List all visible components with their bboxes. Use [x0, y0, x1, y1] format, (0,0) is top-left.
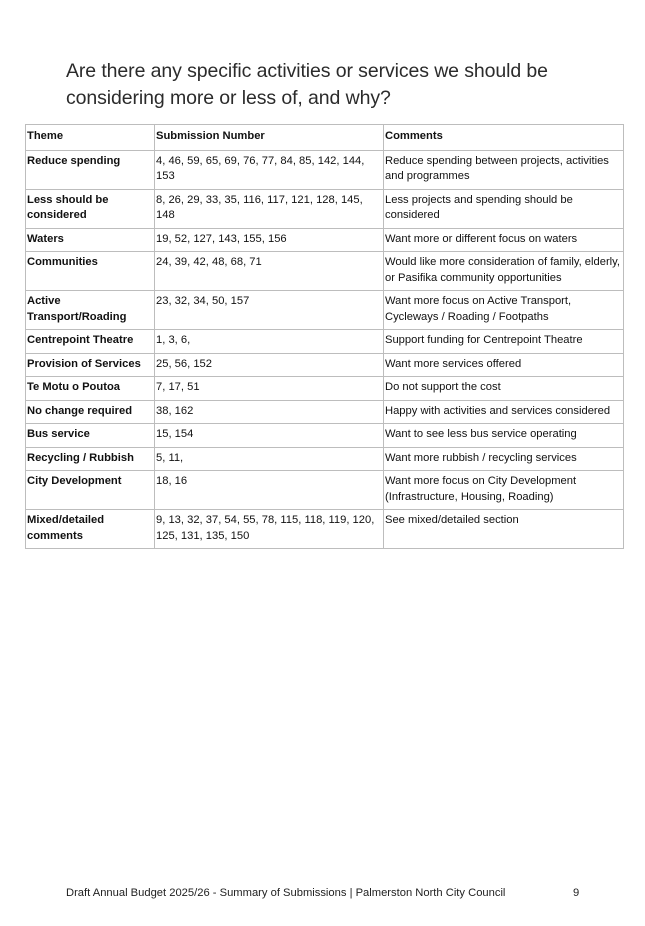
theme-cell: Less should be considered	[26, 189, 155, 228]
comments-cell: Want more services offered	[384, 353, 624, 377]
table-row	[26, 424, 624, 448]
submissions-cell: 38, 162	[155, 400, 384, 424]
submissions-cell: 25, 56, 152	[155, 353, 384, 377]
submissions-cell: 7, 17, 51	[155, 377, 384, 401]
theme-cell: Active Transport/Roading	[26, 291, 155, 330]
submissions-cell: 15, 154	[155, 424, 384, 448]
theme-cell: Bus service	[26, 424, 155, 448]
comments-cell: Want more focus on City Development (Infrastructure, Housing, Roading)	[384, 471, 624, 510]
header-comments: Comments	[384, 125, 624, 151]
theme-cell: Te Motu o Poutoa	[26, 377, 155, 401]
comments-cell: Do not support the cost	[384, 377, 624, 401]
comments-cell: Want to see less bus service operating	[384, 424, 624, 448]
page-heading: Are there any specific activities or services we should be considering more or less of, and why?	[66, 60, 548, 109]
submissions-cell: 8, 26, 29, 33, 35, 116, 117, 121, 128, 145, 148	[155, 189, 384, 228]
comments-cell: See mixed/detailed section	[384, 510, 624, 549]
table-row	[26, 353, 624, 377]
table-row	[26, 150, 624, 189]
page-footer: Draft Annual Budget 2025/26 - Summary of Submissions | Palmerston North City Council	[66, 887, 506, 899]
submissions-cell: 9, 13, 32, 37, 54, 55, 78, 115, 118, 119, 120, 125, 131, 135, 150	[155, 510, 384, 549]
comments-cell: Support funding for Centrepoint Theatre	[384, 330, 624, 354]
comments-cell: Would like more consideration of family, elderly, or Pasifika community opportunities	[384, 252, 624, 291]
table-row	[26, 471, 624, 510]
header-theme: Theme	[26, 125, 155, 151]
submissions-cell: 23, 32, 34, 50, 157	[155, 291, 384, 330]
comments-cell: Want more rubbish / recycling services	[384, 447, 624, 471]
comments-cell: Less projects and spending should be considered	[384, 189, 624, 228]
table-row	[26, 228, 624, 252]
theme-cell: Communities	[26, 252, 155, 291]
submissions-cell: 24, 39, 42, 48, 68, 71	[155, 252, 384, 291]
theme-cell: Mixed/detailed comments	[26, 510, 155, 549]
table-row	[26, 189, 624, 228]
theme-cell: Reduce spending	[26, 150, 155, 189]
theme-cell: Recycling / Rubbish	[26, 447, 155, 471]
table-row	[26, 400, 624, 424]
submissions-table	[25, 124, 624, 549]
theme-cell: Centrepoint Theatre	[26, 330, 155, 354]
table-row	[26, 330, 624, 354]
submissions-cell: 18, 16	[155, 471, 384, 510]
page-number: 9	[573, 887, 580, 899]
theme-cell: Waters	[26, 228, 155, 252]
theme-cell: City Development	[26, 471, 155, 510]
theme-cell: Provision of Services	[26, 353, 155, 377]
comments-cell: Want more focus on Active Transport, Cycleways / Roading / Footpaths	[384, 291, 624, 330]
comments-cell: Reduce spending between projects, activities and programmes	[384, 150, 624, 189]
table-row	[26, 291, 624, 330]
theme-cell: No change required	[26, 400, 155, 424]
table-row	[26, 510, 624, 549]
comments-cell: Want more or different focus on waters	[384, 228, 624, 252]
submissions-cell: 4, 46, 59, 65, 69, 76, 77, 84, 85, 142, 144, 153	[155, 150, 384, 189]
table-row	[26, 377, 624, 401]
table-header-row	[26, 125, 624, 151]
submissions-cell: 19, 52, 127, 143, 155, 156	[155, 228, 384, 252]
comments-cell: Happy with activities and services considered	[384, 400, 624, 424]
header-submission-number: Submission Number	[155, 125, 384, 151]
table-row	[26, 252, 624, 291]
table-row	[26, 447, 624, 471]
submissions-cell: 5, 11,	[155, 447, 384, 471]
submissions-cell: 1, 3, 6,	[155, 330, 384, 354]
